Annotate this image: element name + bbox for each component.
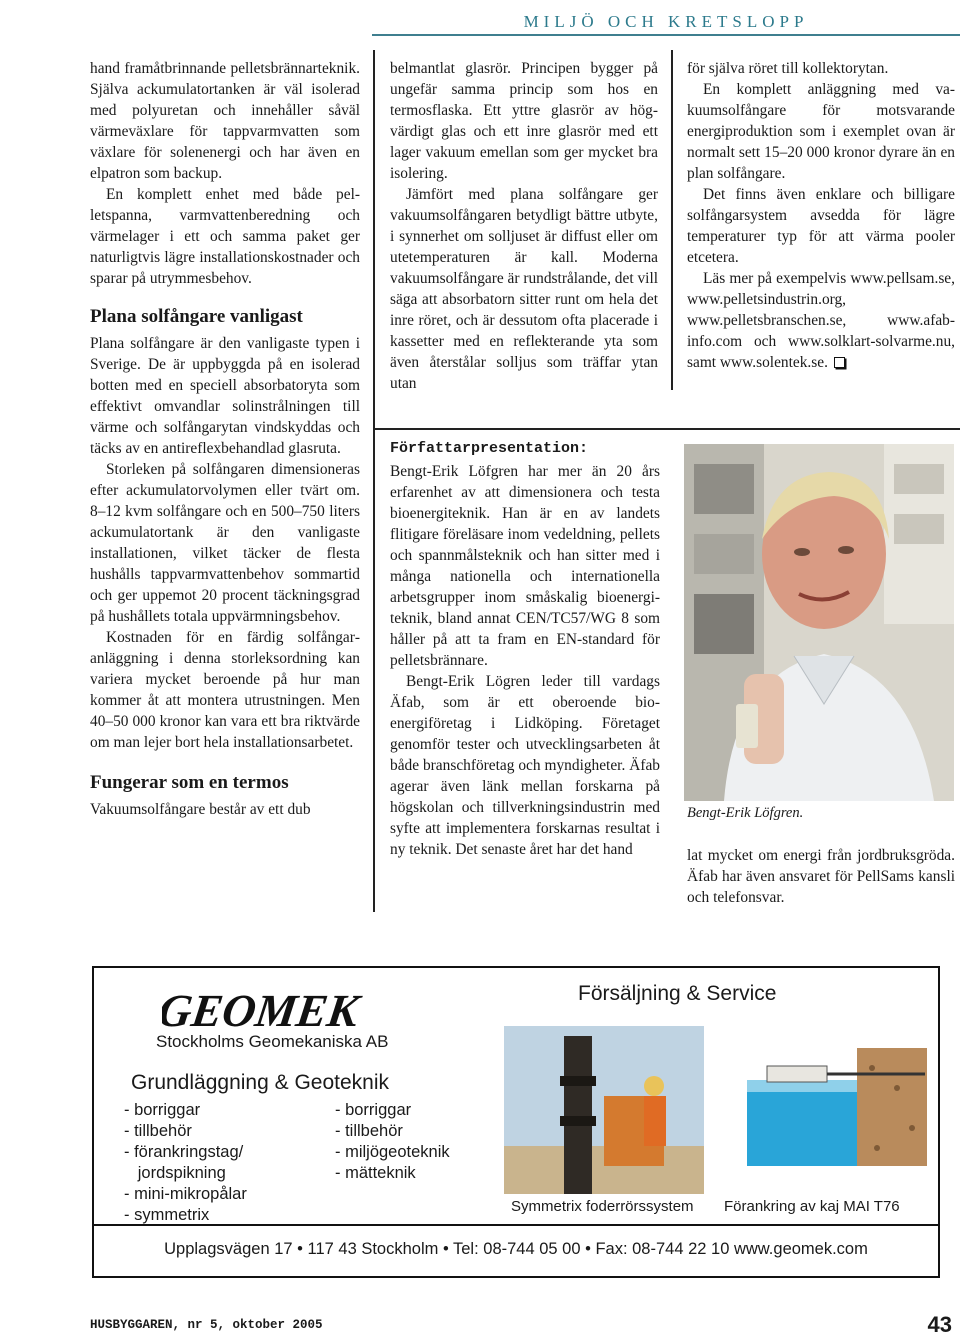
- paragraph: Plana solfångare är den vanligaste typen i Sverige. De är uppbyggda på en isolerad botten med en speciell absorbatoryta som effektivt omvandlar solinstrålningen till värme och solfångarytan vindskyddas och täcks av en antireflexbehandlad glasruta.: [90, 335, 360, 457]
- logo-text: GEOMEK: [162, 988, 362, 1032]
- contact-line: Upplagsvägen 17 • 117 43 Stockholm • Tel: 08-744 05 00 • Fax: 08-744 22 10 www.geomek.com: [164, 1240, 868, 1258]
- paragraph-text: Läs mer på exempelvis www.pellsam.se, www.pelletsindustrin.org, www.pelletsbranschen.se, www.afabinfo.com och www.solklart-solvarme.nu, samt www.solentek.se.: [687, 270, 955, 371]
- author-continuation: lat mycket om energi från jordbruksgröda. Äfab har även ansvaret för PellSams kansli och telefonsvar.: [687, 847, 955, 906]
- subheading: Plana solfångare vanligast: [90, 306, 303, 327]
- author-presentation: [390, 438, 660, 860]
- horizontal-divider: [374, 428, 960, 430]
- geomek-advertisement: [92, 966, 940, 1278]
- list-item: - borriggar: [124, 1101, 201, 1119]
- paragraph: Bengt-Erik Lögren leder till vardags Äfab, som är ett oberoende bioenergiföretag i Lidköping. Företaget genomför tester och utvecklingsarbeten åt både branschföretag och myndigheter. Äfab agerar även länk mellan forskarna på högskolan och tillverkningsindustrin med syfte att implementera forskarnas resultat i ny teknik. Det senaste året har det hand: [390, 673, 660, 858]
- paragraph: Vakuumsolfångare består av ett dub: [90, 801, 311, 818]
- list-item: - miljögeoteknik: [335, 1143, 450, 1161]
- image-caption: Förankring av kaj MAI T76: [724, 1198, 900, 1215]
- list-item: - tillbehör: [335, 1122, 403, 1140]
- paragraph: En komplett enhet med både pelletspanna, varmvattenberedning och värmelager i ett och samma paket ger naturligtvis lägre installationskostnader och sparar på utrymmesbehov.: [90, 186, 360, 287]
- article-column-2: [390, 58, 658, 394]
- author-heading: Författarpresentation:: [390, 440, 589, 457]
- paragraph: Bengt-Erik Löfgren har mer än 20 års erfarenhet av att dimensionera och testa bioenergiteknik. Han är en av landets flitigare föreläsare inom vedeldning, pellets och spannmålsteknik och han sitter med i många nationella och internationella arbetsgrupper inom småskalig bioenergiteknik, bland annat CEN/TC57/WG 8 som håller på att ta fram en EN-standard för pelletsbrännare.: [390, 463, 660, 669]
- paragraph: Jämfört med plana solfångare ger vakuumsolfångaren betydligt bättre utbyte, i synnerhet om solljuset är diffust eller om utetemperaturen är kall. Moderna vakuumsolfångare är rundstrålande, det vill säga att absorbatorn sitter runt om hela det inre röret, och är dessutom ofta placerade i kassetter med en reflekterande yta som även återstålar solljus som träffar ytan utan: [390, 186, 658, 392]
- paragraph: för själva röret till kollektorytan.: [687, 60, 889, 77]
- paragraph: [687, 268, 955, 373]
- section-header: MILJÖ OCH KRETSLOPP: [372, 0, 960, 36]
- page-number: 43: [927, 1312, 952, 1337]
- article-column-1: [90, 58, 360, 820]
- drilling-rig-image: [504, 1026, 704, 1194]
- service-list-left: [124, 1100, 247, 1226]
- geomek-logo-image: [162, 988, 412, 1032]
- list-item: - borriggar: [335, 1101, 412, 1119]
- sales-heading: Försäljning & Service: [578, 982, 777, 1005]
- article-column-3: [687, 58, 955, 373]
- column-divider: [671, 50, 673, 390]
- symmetrix-diagram: [747, 1048, 927, 1166]
- author-photo: [684, 444, 954, 801]
- subheading: Fungerar som en termos: [90, 772, 289, 793]
- list-item: - mini-mikropålar: [124, 1185, 247, 1203]
- company-name: Stockholms Geomekaniska AB: [156, 1032, 389, 1051]
- paragraph: En komplett anläggning med vakuumsolfångare för motsvarande energiproduktion som i exemplet ovan är normalt sett 15–20 000 kronor dyrare än en plan solfångare.: [687, 81, 955, 182]
- publication-footer: HUSBYGGAREN, nr 5, oktober 2005: [90, 1318, 323, 1332]
- paragraph: Kostnaden för en färdig solfångaranläggning i denna storleksordning kan variera mycket beroende på hur man kommer åt att montera utrustningen. Men 40–50 000 kronor kan vara ett bra riktvärde om man lejer bort hela installationsarbetet.: [90, 629, 360, 751]
- list-item: - mätteknik: [335, 1164, 416, 1182]
- ad-heading: Grundläggning & Geoteknik: [131, 1071, 389, 1094]
- photo-caption: Bengt-Erik Löfgren.: [687, 805, 804, 821]
- portrait-image: [684, 444, 954, 801]
- paragraph: Det finns även enklare och billigare solfångarsystem avsedda för lägre temperaturer typ för att värma pooler etcetera.: [687, 186, 955, 266]
- list-item: jordspikning: [124, 1164, 226, 1182]
- ad-divider: [94, 1224, 938, 1226]
- paragraph: Storleken på solfångaren dimensioneras efter ackumulatorvolymen eller tvärt om. 8–12 kvm solfångare och en 500–750 liters ackumulatortank är den vanligaste installationen, vilket täcker de flesta hushålls tappvarmvattenbehov sommartid och ger uppemot 20 procent täckningsgrad på hushållets totala uppvärmningsbehov.: [90, 461, 360, 625]
- list-item: - tillbehör: [124, 1122, 192, 1140]
- list-item: - förankringstag/: [124, 1143, 244, 1161]
- paragraph: hand framåtbrinnande pelletsbrännarteknik. Själva ackumulatortanken är väl isolerad med polyuretan och innehåller såväl värmeväxlare för tappvarmvatten som växlare för solenenergi och har även en elpatron som backup.: [90, 60, 360, 182]
- list-item: - symmetrix: [124, 1206, 210, 1224]
- paragraph: belmantlat glasrör. Principen bygger på ungefär samma princip som hos en termosflaska. Ett yttre glasrör av högvärdigt glas och ett inre glasrör med ett lager vakuum emellan som ger mycket bra isolering.: [390, 60, 658, 182]
- column-divider: [373, 50, 375, 912]
- end-of-article-square-icon: [834, 357, 845, 368]
- image-caption: Symmetrix foderrörssystem: [511, 1198, 694, 1215]
- geomek-logo: [162, 988, 412, 1037]
- service-list-right: [335, 1100, 450, 1184]
- drilling-rig-photo: [504, 1026, 704, 1194]
- anchoring-diagram-image: [747, 1048, 927, 1166]
